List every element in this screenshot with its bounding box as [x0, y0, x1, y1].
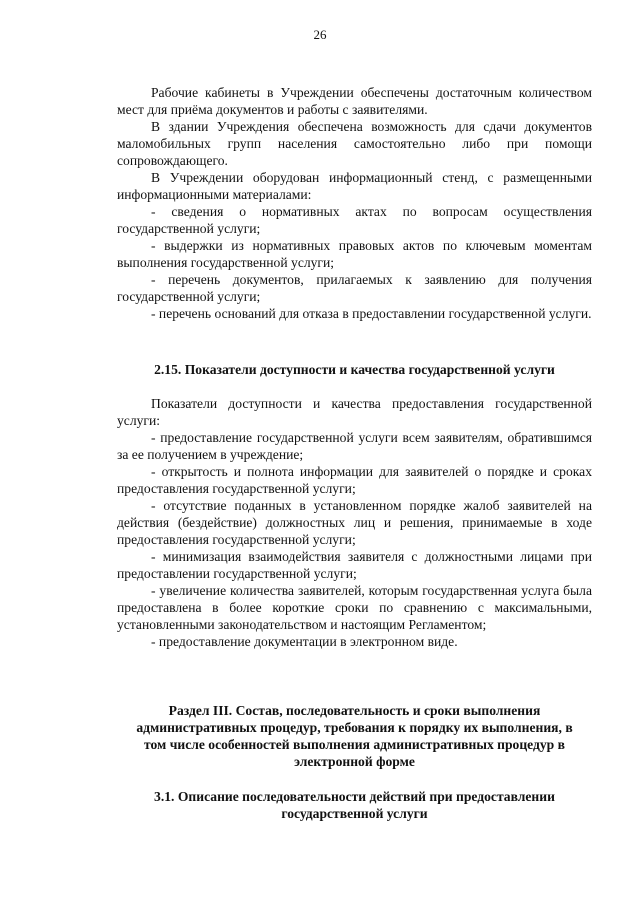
- intro-block: [117, 84, 592, 322]
- section-3-heading: [117, 702, 592, 770]
- paragraph-info-stand: В Учреждении оборудован информационный стенд, с размещенными информационными материалами:: [117, 170, 592, 202]
- paragraph-workrooms: Рабочие кабинеты в Учреждении обеспечены достаточным количеством мест для приёма документов и работы с заявителями.: [117, 85, 592, 117]
- page-number: 26: [313, 27, 327, 42]
- paragraph-accessibility: В здании Учреждения обеспечена возможность для сдачи документов маломобильных групп населения самостоятельно либо при помощи сопровождающего.: [117, 119, 592, 168]
- list-item: - предоставление документации в электронном виде.: [151, 634, 458, 649]
- list-item: - перечень оснований для отказа в предоставлении государственной услуги.: [151, 306, 592, 321]
- list-item: - открытость и полнота информации для заявителей о порядке и сроках предоставления государственной услуги;: [117, 464, 592, 496]
- section-3-heading-line: Раздел III. Состав, последовательность и сроки выполнения: [168, 703, 541, 718]
- section-3-1-heading: [117, 788, 592, 822]
- list-item: - перечень документов, прилагаемых к заявлению для получения государственной услуги;: [117, 272, 592, 304]
- list-item: - выдержки из нормативных правовых актов по ключевым моментам выполнения государственной услуги;: [117, 238, 592, 270]
- list-item: - предоставление государственной услуги всем заявителям, обратившимся за ее получением в учреждение;: [117, 430, 592, 462]
- section-2-15-heading: 2.15. Показатели доступности и качества государственной услуги: [154, 362, 555, 377]
- paragraph-indicators: Показатели доступности и качества предоставления государственной услуги:: [117, 396, 592, 428]
- section-3-heading-line: электронной форме: [294, 754, 415, 769]
- list-item: - минимизация взаимодействия заявителя с должностными лицами при предоставлении государственной услуги;: [117, 549, 592, 581]
- list-item: - отсутствие поданных в установленном порядке жалоб заявителей на действия (бездействие) должностных лиц и решения, принимаемые в ходе предоставления государственной услуги;: [117, 498, 592, 547]
- section-3-heading-line: том числе особенностей выполнения административных процедур в: [144, 737, 565, 752]
- section-3-heading-line: административных процедур, требования к порядку их выполнения, в: [136, 720, 573, 735]
- list-item: - увеличение количества заявителей, которым государственная услуга была предоставлена в более короткие сроки по сравнению с максимальными, установленными законодательством и настоящим Регламентом;: [117, 583, 592, 632]
- list-item: - сведения о нормативных актах по вопросам осуществления государственной услуги;: [117, 204, 592, 236]
- section-3-1-heading-line: 3.1. Описание последовательности действий при предоставлении: [154, 789, 555, 804]
- section-3-1-heading-line: государственной услуги: [281, 806, 428, 821]
- section-2-15-body: [117, 395, 592, 650]
